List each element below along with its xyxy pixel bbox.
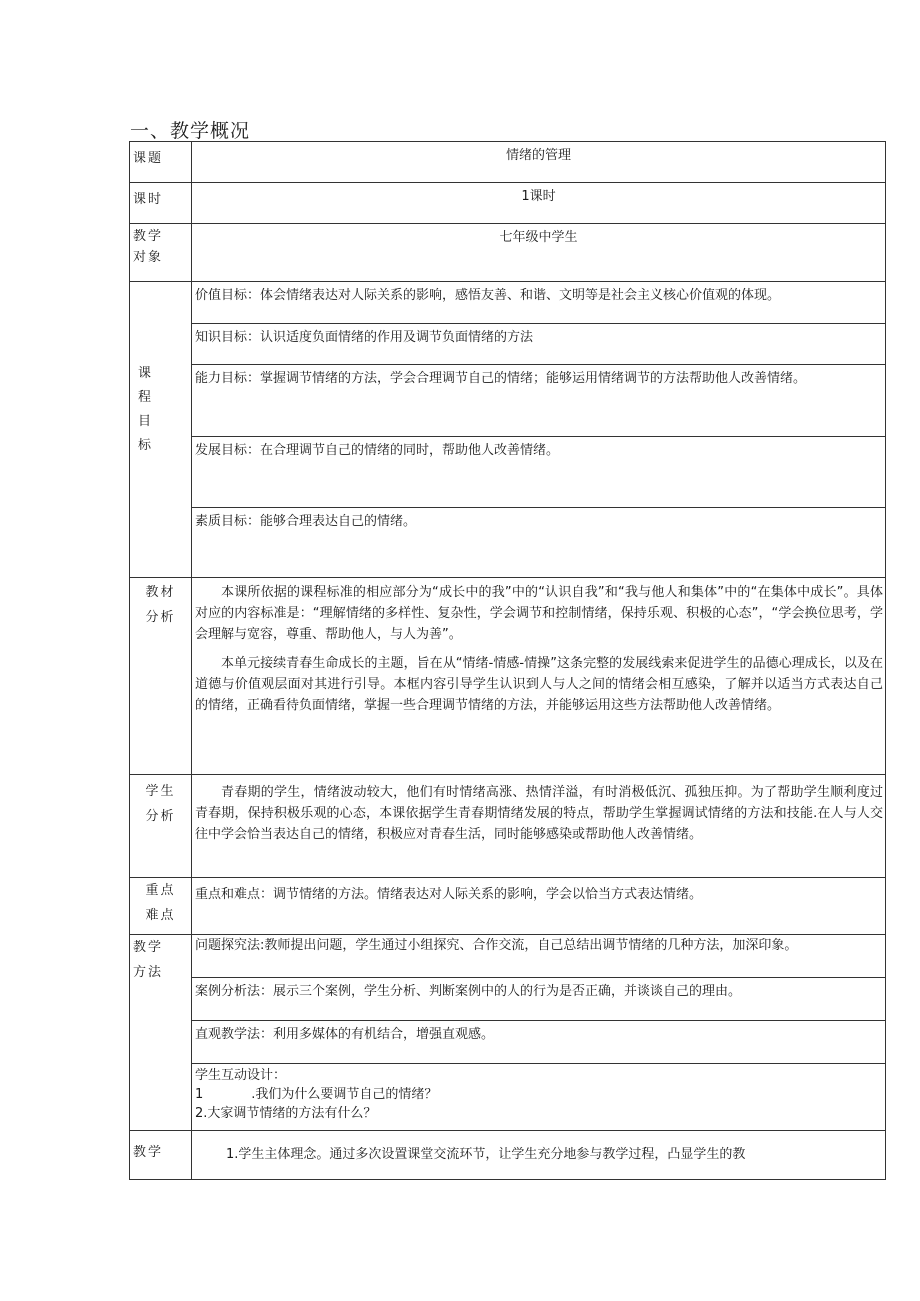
label-methods-2: 方法 xyxy=(133,965,164,980)
label-focus-1: 重点 xyxy=(145,883,176,898)
label-goals-1: 课 xyxy=(138,365,152,381)
row-material xyxy=(130,578,886,775)
row-method-inquiry xyxy=(130,935,886,978)
value-focus: 重点和难点：调节情绪的方法。情绪表达对人际关系的影响，学会以恰当方式表达情绪。 xyxy=(195,887,703,902)
row-philosophy xyxy=(130,1131,886,1180)
row-goal-quality xyxy=(130,508,886,578)
row-students xyxy=(130,775,886,878)
label-methods-1: 教学 xyxy=(133,940,164,955)
value-period: 1课时 xyxy=(521,189,556,204)
teaching-overview-table xyxy=(129,141,886,1180)
label-period: 课时 xyxy=(133,192,164,207)
label-material-1: 教材 xyxy=(145,585,176,600)
row-period xyxy=(130,183,886,224)
label-focus-2: 难点 xyxy=(145,908,176,923)
label-audience-2: 对象 xyxy=(133,250,164,265)
label-students-1: 学生 xyxy=(145,784,176,799)
row-goal-knowledge xyxy=(130,324,886,365)
goal-ability: 能力目标：掌握调节情绪的方法，学会合理调节自己的情绪；能够运用情绪调节的方法帮助他人改善情绪。 xyxy=(195,371,807,386)
label-goals-2: 程 xyxy=(138,389,152,405)
section-heading: 一、教学概况 xyxy=(130,120,251,142)
method-inquiry: 问题探究法:教师提出问题，学生通过小组探究、合作交流，自己总结出调节情绪的几种方法，加深印象。 xyxy=(195,938,798,953)
goal-value: 价值目标：体会情绪表达对人际关系的影响，感悟友善、和谐、文明等是社会主义核心价值观的体现。 xyxy=(195,288,781,303)
row-focus xyxy=(130,878,886,935)
philosophy-paragraph: 1.学生主体理念。通过多次设置课堂交流环节，让学生充分地参与教学过程，凸显学生的教 xyxy=(226,1147,746,1162)
value-topic: 情绪的管理 xyxy=(505,148,571,163)
label-goals xyxy=(130,362,191,458)
label-material-2: 分析 xyxy=(145,610,176,625)
material-paragraph-1: 本课所依据的课程标准的相应部分为“成长中的我”中的“认识自我”和“我与他人和集体”中的“在集体中成长”。具体对应的内容标准是：“理解情绪的多样性、复杂性，学会调节和控制情绪，保持乐观、积极的心态”，“学会换位思考，学会理解与宽容，尊重、帮助他人，与人为善”。 xyxy=(195,585,883,642)
goal-development: 发展目标：在合理调节自己的情绪的同时，帮助他人改善情绪。 xyxy=(195,443,560,458)
row-goal-development xyxy=(130,437,886,508)
goal-quality: 素质目标：能够合理表达自己的情绪。 xyxy=(195,514,417,529)
label-goals-4: 标 xyxy=(138,437,152,453)
label-topic: 课题 xyxy=(133,151,164,166)
label-goals-3: 目 xyxy=(138,413,152,429)
row-topic xyxy=(130,142,886,183)
goal-knowledge: 知识目标：认识适度负面情绪的作用及调节负面情绪的方法 xyxy=(195,330,534,345)
method-case: 案例分析法：展示三个案例，学生分析、判断案例中的人的行为是否正确，并谈谈自己的理由。 xyxy=(195,984,742,999)
material-paragraph-2: 本单元接续青春生命成长的主题，旨在从“情绪-情感-情操”这条完整的发展线索来促进学生的品德心理成长，以及在道德与价值观层面对其进行引导。本框内容引导学生认识到人与人之间的情绪会相互感染，了解并以适当方式表达自己的情绪，正确看待负面情绪，掌握一些合理调节情绪的方法，并能够运用这些方法帮助他人改善情绪。 xyxy=(195,656,883,713)
row-method-case xyxy=(130,978,886,1021)
label-students-2: 分析 xyxy=(145,809,176,824)
interaction-question-1-text: .我们为什么要调节自己的情绪？ xyxy=(251,1087,438,1102)
row-audience xyxy=(130,224,886,282)
value-audience: 七年级中学生 xyxy=(499,230,578,245)
label-philosophy: 教学 xyxy=(133,1145,164,1160)
students-paragraph: 青春期的学生，情绪波动较大，他们有时情绪高涨、热情洋溢，有时消极低沉、孤独压抑。为了帮助学生顺利度过青春期，保持积极乐观的心态，本课依据学生青春期情绪发展的特点，帮助学生掌握调试情绪的方法和技能.在人与人交往中学会恰当表达自己的情绪，积极应对青春生活，同时能够感染或帮助他人改善情绪。 xyxy=(195,785,883,842)
row-method-interaction xyxy=(130,1064,886,1131)
interaction-question-2: 2.大家调节情绪的方法有什么？ xyxy=(195,1106,377,1121)
label-audience-1: 教学 xyxy=(133,229,164,244)
row-goal-ability xyxy=(130,365,886,437)
method-visual: 直观教学法：利用多媒体的有机结合，增强直观感。 xyxy=(195,1027,495,1042)
interaction-question-1-number: 1 xyxy=(195,1087,204,1102)
interaction-title: 学生互动设计： xyxy=(195,1068,287,1083)
row-method-visual xyxy=(130,1021,886,1064)
interaction-question-1 xyxy=(195,1085,883,1104)
row-goal-value xyxy=(130,282,886,324)
